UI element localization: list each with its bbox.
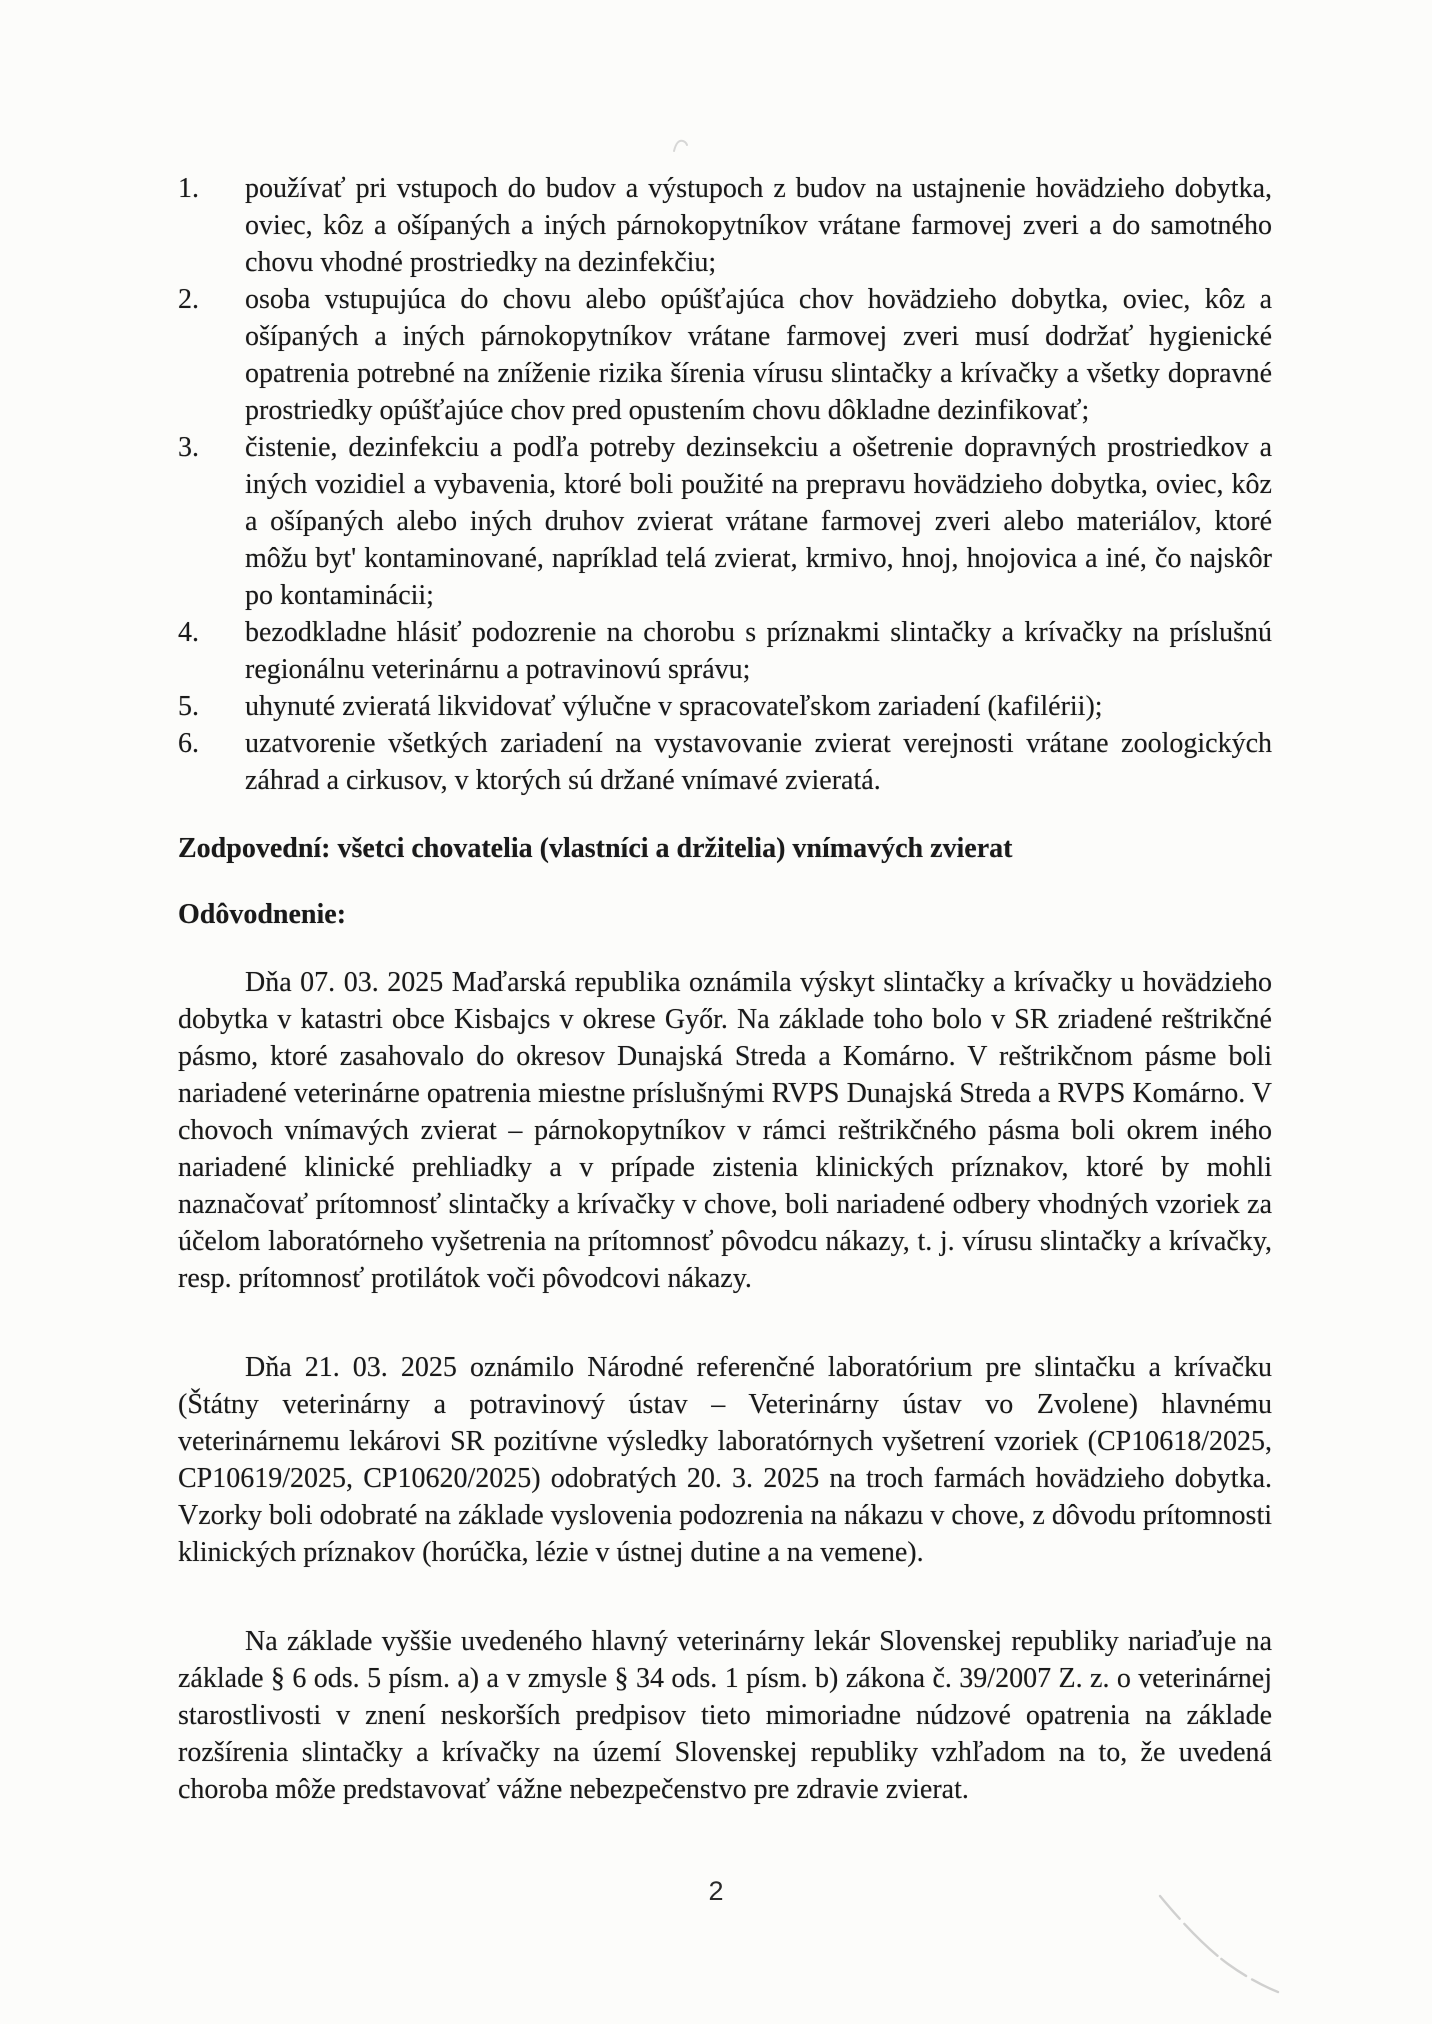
list-item-number: 3. bbox=[178, 432, 199, 463]
justification-paragraph-3: Na základe vyššie uvedeného hlavný veterinárny lekár Slovenskej republiky nariaďuje na základe § 6 ods. 5 písm. a) a v zmysle § 34 ods. 1 písm. b) zákona č. 39/2007 Z. z. o veterinárnej starostlivosti v znení neskorších predpisov tieto mimoriadne núdzové opatrenia na základe rozšírenia slintačky a krívačky na území Slovenskej republiky vzhľadom na to, že uvedená choroba môže predstavovať vážne nebezpečenstvo pre zdravie zvierat. bbox=[178, 1626, 1272, 1805]
list-item bbox=[178, 429, 1272, 614]
page-number: 2 bbox=[708, 1876, 724, 1906]
measures-list bbox=[178, 170, 1272, 799]
justification-paragraph-1: Dňa 07. 03. 2025 Maďarská republika oznámila výskyt slintačky a krívačky u hovädzieho dobytka v katastri obce Kisbajcs v okrese Győr. Na základe toho bolo v SR zriadené reštrikčné pásmo, ktoré zasahovalo do okresov Dunajská Streda a Komárno. V reštrikčnom pásme boli nariadené veterinárne opatrenia miestne príslušnými RVPS Dunajská Streda a RVPS Komárno. V chovoch vnímavých zvierat – párnokopytníkov v rámci reštrikčného pásma boli okrem iného nariadené klinické prehliadky a v prípade zistenia klinických príznakov, ktoré by mohli naznačovať prítomnosť slintačky a krívačky v chove, boli nariadené odbery vhodných vzoriek za účelom laboratórneho vyšetrenia na prítomnosť pôvodcu nákazy, t. j. vírusu slintačky a krívačky, resp. prítomnosť protilátok voči pôvodcovi nákazy. bbox=[178, 967, 1272, 1294]
list-item bbox=[178, 614, 1272, 688]
list-item-text: uhynuté zvieratá likvidovať výlučne v spracovateľskom zariadení (kafilérii); bbox=[245, 691, 1103, 722]
list-item-text: bezodkladne hlásiť podozrenie na chorobu s príznakmi slintačky a krívačky na príslušnú regionálnu veterinárnu a potravinovú správu; bbox=[245, 617, 1272, 685]
list-item bbox=[178, 688, 1272, 725]
list-item-text: osoba vstupujúca do chovu alebo opúšťajúca chov hovädzieho dobytka, oviec, kôz a ošípaných a iných párnokopytníkov vrátane farmovej zveri musí dodržať hygienické opatrenia potrebné na zníženie rizika šírenia vírusu slintačky a krívačky a všetky dopravné prostriedky opúšťajúce chov pred opustením chovu dôkladne dezinfikovať; bbox=[245, 284, 1272, 426]
list-item-number: 2. bbox=[178, 284, 199, 315]
list-item bbox=[178, 281, 1272, 429]
justification-paragraph-2: Dňa 21. 03. 2025 oznámilo Národné referenčné laboratórium pre slintačku a krívačku (Štátny veterinárny a potravinový ústav – Veterinárny ústav vo Zvolene) hlavnému veterinárnemu lekárovi SR pozitívne výsledky laboratórnych vyšetrení vzoriek (CP10618/2025, CP10619/2025, CP10620/2025) odobratých 20. 3. 2025 na troch farmách hovädzieho dobytka. Vzorky boli odobraté na základe vyslovenia podozrenia na nákazu v chove, z dôvodu prítomnosti klinických príznakov (horúčka, lézie v ústnej dutine a na vemene). bbox=[178, 1352, 1272, 1568]
page-content bbox=[178, 170, 1272, 1836]
list-item-text: používať pri vstupoch do budov a výstupoch z budov na ustajnenie hovädzieho dobytka, oviec, kôz a ošípaných a iných párnokopytníkov vrátane farmovej zveri a do samotného chovu vhodné prostriedky na dezinfekčiu; bbox=[245, 173, 1272, 278]
list-item-text: čistenie, dezinfekciu a podľa potreby dezinsekciu a ošetrenie dopravných prostriedkov a iných vozidiel a vybavenia, ktoré boli použité na prepravu hovädzieho dobytka, oviec, kôz a ošípaných alebo iných druhov zvierat vrátane farmovej zveri alebo materiálov, ktoré môžu byt' kontaminované, napríklad telá zvierat, krmivo, hnoj, hnojovica a iné, čo najskôr po kontaminácii; bbox=[245, 432, 1272, 611]
list-item-text: uzatvorenie všetkých zariadení na vystavovanie zvierat verejnosti vrátane zoologických záhrad a cirkusov, v ktorých sú držané vnímavé zvieratá. bbox=[245, 728, 1272, 796]
list-item bbox=[178, 170, 1272, 281]
list-item-number: 1. bbox=[178, 173, 199, 204]
scan-smudge-bottom-right bbox=[1158, 1892, 1283, 1997]
scan-smudge-top bbox=[670, 133, 696, 159]
list-item-number: 4. bbox=[178, 617, 199, 648]
justification-heading: Odôvodnenie: bbox=[178, 899, 347, 930]
responsible-parties-heading: Zodpovední: všetci chovatelia (vlastníci a držitelia) vnímavých zvierat bbox=[178, 833, 1013, 864]
list-item-number: 5. bbox=[178, 691, 199, 722]
list-item-number: 6. bbox=[178, 728, 199, 759]
list-item bbox=[178, 725, 1272, 799]
